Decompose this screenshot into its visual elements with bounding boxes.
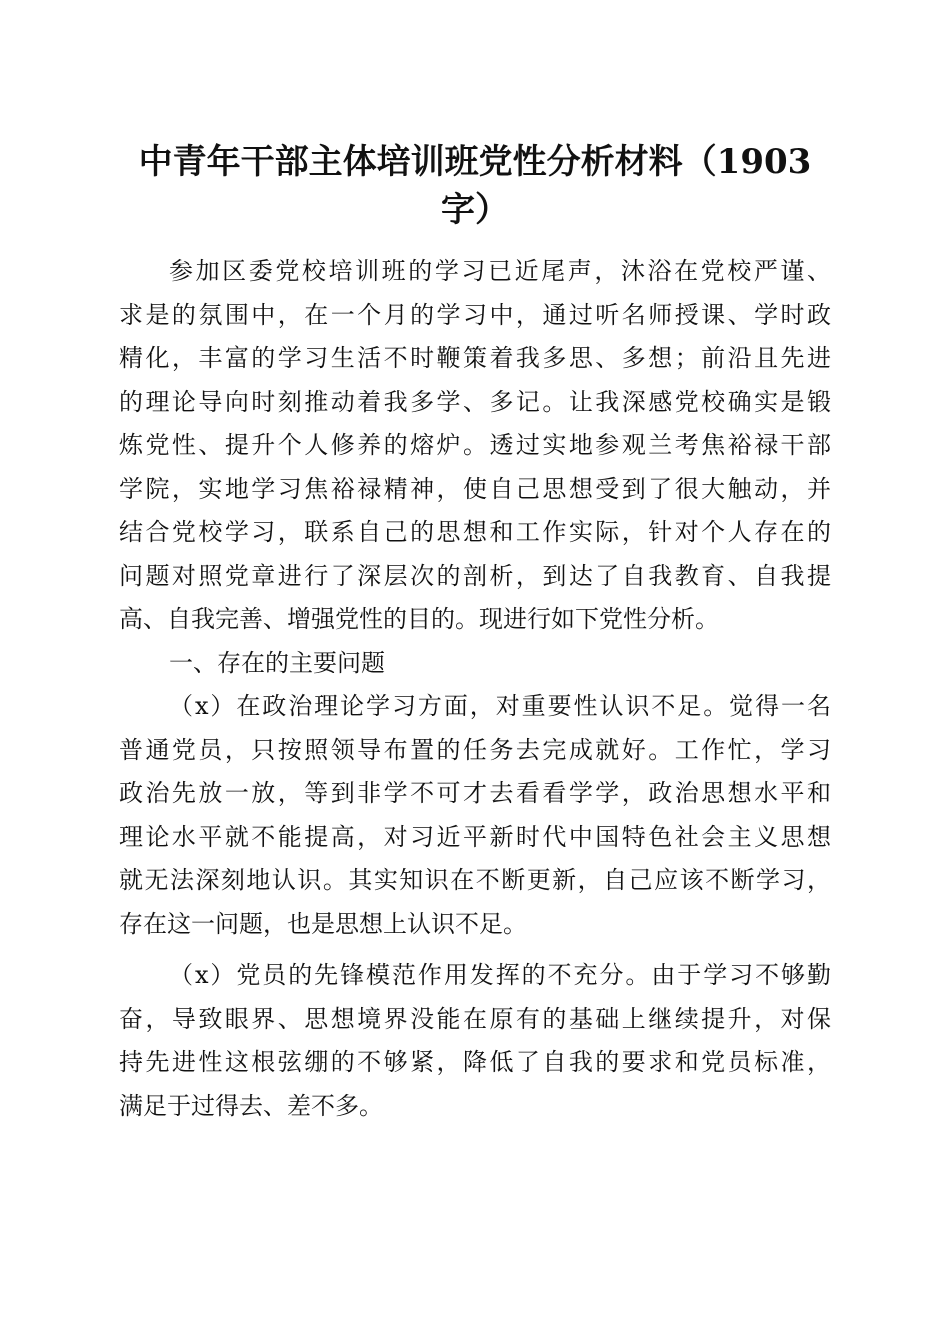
paragraph-line: （x）党员的先锋模范作用发挥的不充分。由于学习不够勤 — [169, 961, 831, 989]
paragraph-line: 存在这一问题，也是思想上认识不足。 — [119, 909, 527, 938]
paragraph-line: 持先进性这根弦绷的不够紧，降低了自我的要求和党员标准， — [119, 1048, 831, 1076]
intro-paragraph — [119, 250, 831, 642]
intro-line: 求是的氛围中，在一个月的学习中，通过听名师授课、学时政 — [119, 300, 831, 329]
intro-line: 参加区委党校培训班的学习已近尾声，沐浴在党校严谨、 — [169, 257, 831, 285]
title-line-1: 中青年干部主体培训班党性分析材料（1903 — [138, 142, 812, 182]
intro-line: 精化，丰富的学习生活不时鞭策着我多思、多想；前沿且先进 — [119, 344, 831, 372]
paragraph-line: 普通党员，只按照领导布置的任务去完成就好。工作忙，学习 — [119, 735, 831, 764]
intro-line: 结合党校学习，联系自己的思想和工作实际，针对个人存在的 — [119, 518, 831, 546]
intro-line: 炼党性、提升个人修养的熔炉。透过实地参观兰考焦裕禄干部 — [119, 431, 831, 459]
paragraph-line: 政治先放一放，等到非学不可才去看看学学，政治思想水平和 — [119, 779, 831, 807]
paragraph-line: （x）在政治理论学习方面，对重要性认识不足。觉得一名 — [169, 692, 831, 720]
intro-line: 问题对照党章进行了深层次的剖析，到达了自我教育、自我提 — [119, 561, 831, 590]
intro-line: 的理论导向时刻推动着我多学、多记。让我深感党校确实是锻 — [119, 387, 831, 416]
section-heading: 一、存在的主要问题 — [169, 648, 385, 677]
paragraph-gap — [119, 946, 831, 954]
intro-line: 学院，实地学习焦裕禄精神，使自己思想受到了很大触动，并 — [119, 474, 831, 503]
paragraph-line: 满足于过得去、差不多。 — [119, 1091, 383, 1120]
document-body — [119, 250, 831, 1128]
title-line-2: 字） — [441, 190, 509, 230]
intro-line: 高、自我完善、增强党性的目的。现进行如下党性分析。 — [119, 605, 719, 633]
paragraph-1 — [119, 685, 831, 946]
document-title — [120, 138, 830, 234]
paragraph-line: 奋，导致眼界、思想境界没能在原有的基础上继续提升，对保 — [119, 1004, 831, 1033]
paragraph-line: 理论水平就不能提高，对习近平新时代中国特色社会主义思想 — [119, 822, 831, 851]
paragraph-2 — [119, 954, 831, 1128]
paragraph-line: 就无法深刻地认识。其实知识在不断更新，自己应该不断学习， — [119, 866, 831, 894]
